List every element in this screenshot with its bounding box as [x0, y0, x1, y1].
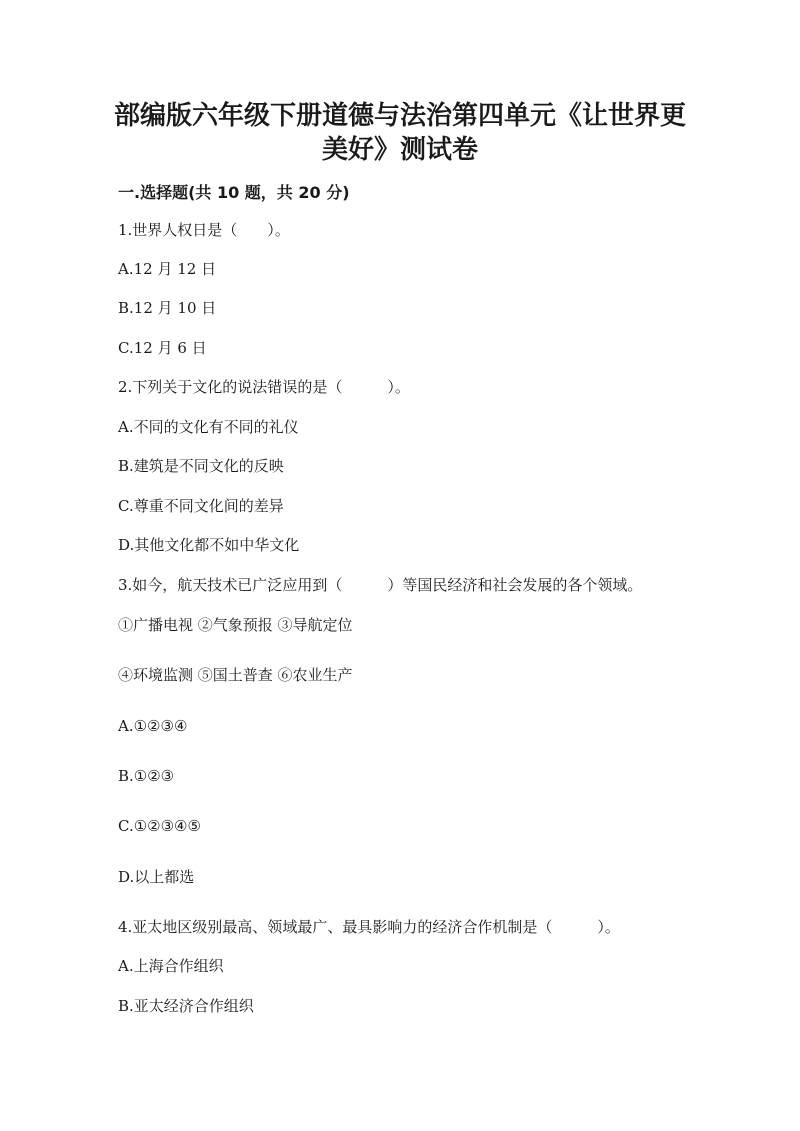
- question-3-option-c: C.①②③④⑤: [118, 817, 201, 835]
- page-title-line-2: 美好》测试卷: [321, 135, 478, 165]
- question-3-option-b: B.①②③: [118, 767, 175, 785]
- question-3-stem: 3.如今，航天技术已广泛应用到（ ）等国民经济和社会发展的各个领域。: [118, 576, 643, 594]
- question-1-option-a: A.12 月 12 日: [118, 260, 217, 278]
- page-title-line-1: 部编版六年级下册道德与法治第四单元《让世界更: [113, 101, 686, 131]
- question-4-option-a: A.上海合作组织: [118, 957, 224, 975]
- question-2-stem: 2.下列关于文化的说法错误的是（ ）。: [118, 378, 410, 396]
- question-3-option-a: A.①②③④: [118, 717, 188, 735]
- question-3-option-d: D.以上都选: [118, 868, 195, 886]
- question-3-items-line-2: ④环境监测 ⑤国土普查 ⑥农业生产: [118, 666, 353, 684]
- question-4-stem: 4.亚太地区级别最高、领域最广、最具影响力的经济合作机制是（ ）。: [118, 918, 620, 936]
- question-2-option-c: C.尊重不同文化间的差异: [118, 497, 284, 515]
- question-2-option-d: D.其他文化都不如中华文化: [118, 536, 300, 554]
- question-3-items-line-1: ①广播电视 ②气象预报 ③导航定位: [118, 616, 353, 634]
- question-2-option-a: A.不同的文化有不同的礼仪: [118, 418, 299, 436]
- question-4-option-b: B.亚太经济合作组织: [118, 997, 254, 1015]
- question-1-option-b: B.12 月 10 日: [118, 299, 217, 317]
- section-heading: 一.选择题(共 10 题，共 20 分): [118, 183, 350, 202]
- question-1-stem: 1.世界人权日是（ ）。: [118, 221, 290, 239]
- question-2-option-b: B.建筑是不同文化的反映: [118, 457, 284, 475]
- question-1-option-c: C.12 月 6 日: [118, 339, 207, 357]
